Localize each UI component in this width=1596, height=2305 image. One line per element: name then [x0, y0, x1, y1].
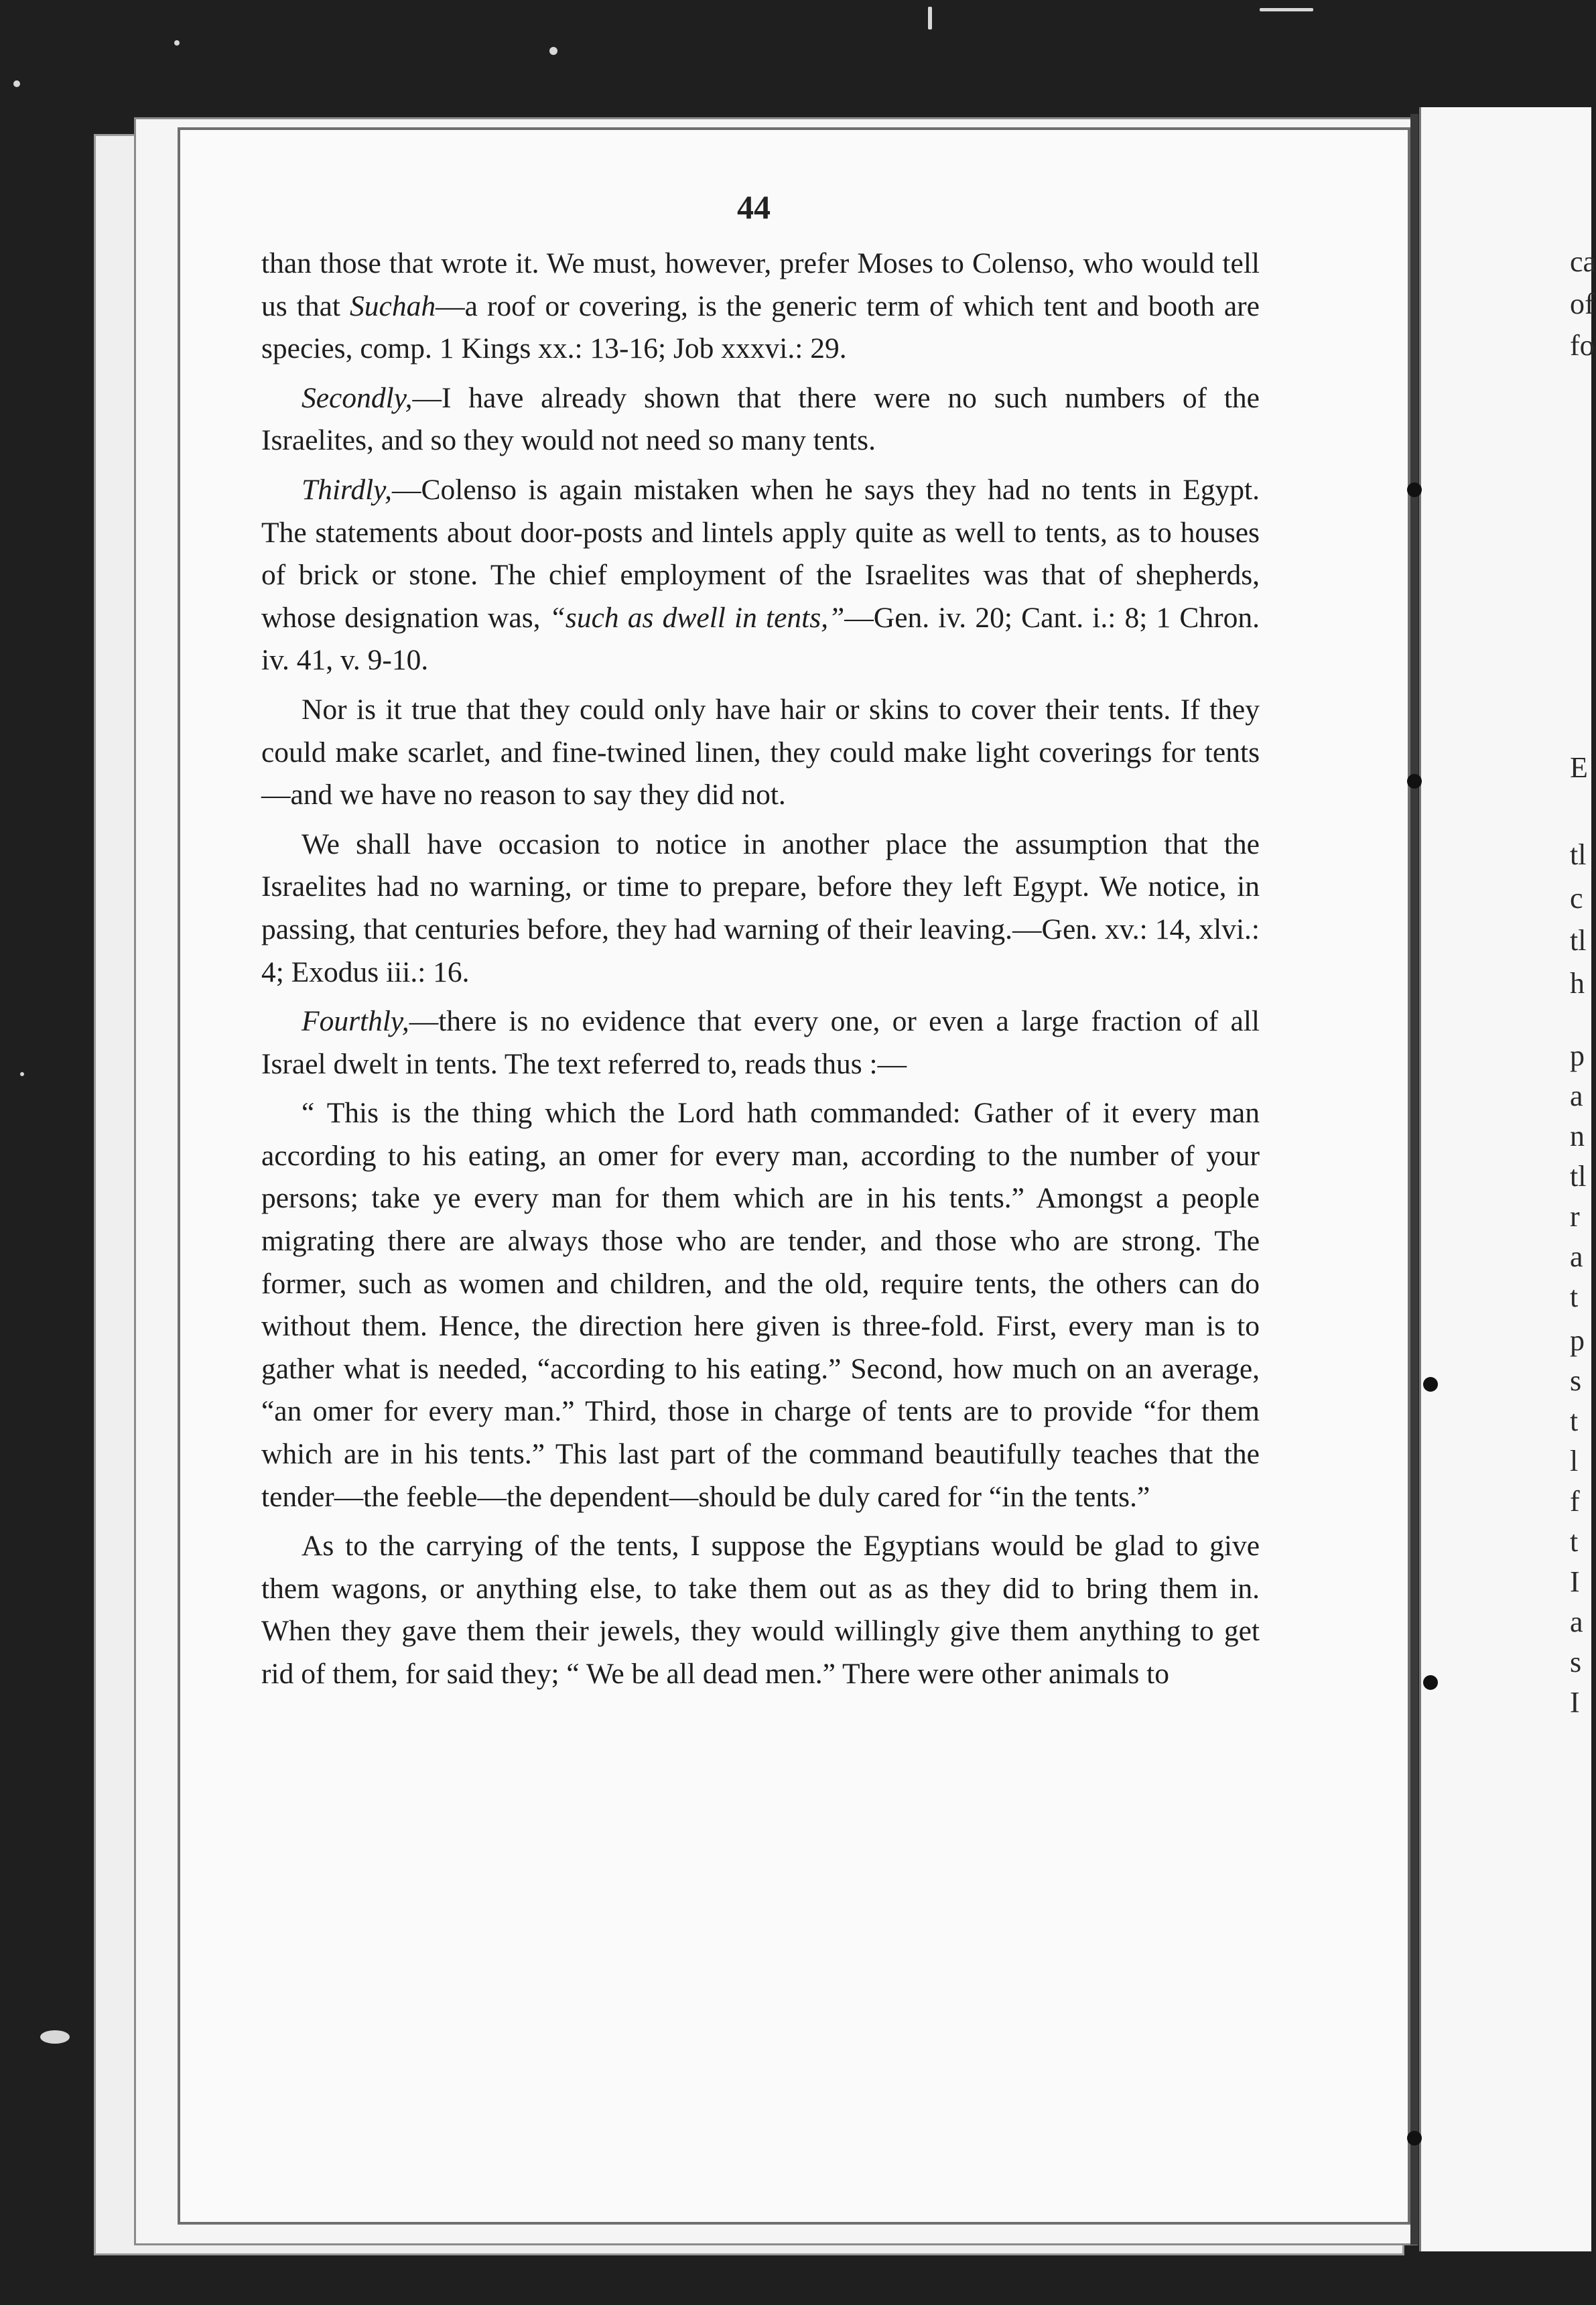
facing-page-fragment: l	[1570, 1445, 1579, 1477]
facing-page-fragment: r	[1570, 1200, 1580, 1233]
paragraph-text: We shall have occasion to notice in another place the assumption that the Israelites had no warning, or time to prepare, before they left Egypt. We notice, in passing, that centuries before, they had warning of their leaving.—Gen. xv.: 14, xlvi.: 4; Exodus iii.: 16.	[261, 828, 1260, 988]
paragraph-text: —Colenso is again mistaken when he says they had no tents in Egypt. The statements about door-posts and lintels apply quite as well to tents, as to houses of brick or stone. The chief employment of the Israelites was that of shepherds, whose designation was,	[261, 473, 1260, 634]
facing-page-fragment: p	[1570, 1039, 1585, 1072]
page-number: 44	[737, 188, 771, 226]
facing-page-fragment: a	[1570, 1240, 1583, 1273]
facing-page-fragment: p	[1570, 1324, 1585, 1357]
facing-page-fragment: c	[1570, 882, 1583, 915]
facing-page-fragment: t	[1570, 1280, 1579, 1313]
facing-page-fragment: fo	[1570, 329, 1595, 362]
paragraph-text: “ This is the thing which the Lord hath commanded: Gather of it every man according to his eating, an omer for every man, according to the number of your persons; take ye every man for them which are in his tents.” Amongst a people migrating there are always those who are tender, and those who are strong. The former, such as women and children, and the old, require tents, the others can do without them. Hence, the direction here given is three-fold. First, every man is to gather what is needed, “according to his eating.” Second, how much on an average, “an omer for every man.” Third, those in charge of tents are to provide “for them which are in his tents.” This last part of the command beautifully teaches that the tender—the feeble—the dependent—should be duly cared for “in the tents.”	[261, 1097, 1260, 1513]
facing-page	[1419, 107, 1596, 2251]
scan-speck	[1260, 8, 1313, 11]
facing-page-fragment: s	[1570, 1364, 1582, 1397]
facing-page-fragment: a	[1570, 1079, 1583, 1112]
paragraph-text: —Gen. iv. 20; Cant. i.: 8; 1 Chron. iv. 41, v. 9-10.	[261, 601, 1260, 677]
binding-stitch	[1407, 2131, 1422, 2146]
paragraph	[261, 689, 1260, 817]
facing-page-fragment: h	[1570, 967, 1585, 1000]
facing-page-fragment: tl	[1570, 838, 1587, 871]
facing-page-fragment: t	[1570, 1525, 1579, 1558]
paragraph	[261, 243, 1260, 371]
binding-stitch	[1407, 774, 1422, 789]
facing-page-fragment: ca	[1570, 245, 1596, 278]
italic-text: Fourthly,	[302, 1005, 409, 1038]
binding-stitch	[1407, 482, 1422, 497]
facing-page-fragment: n	[1570, 1120, 1585, 1152]
paragraph-text: —I have already shown that there were no such numbers of the Israelites, and so they would not need so many tents.	[261, 381, 1260, 457]
facing-page-fragment: tl	[1570, 924, 1587, 957]
paragraph-text: —a roof or covering, is the generic term of which tent and booth are species, comp. 1 Kings xx.: 13-16; Job xxxvi.: 29.	[261, 289, 1260, 365]
paragraph	[261, 1092, 1260, 1518]
paragraph-text: As to the carrying of the tents, I suppose the Egyptians would be glad to give them wagons, or anything else, to take them out as as they did to bring them in. When they gave them their jewels, they would willingly give them anything to get rid of them, for said they; “ We be all dead men.” There were other animals to	[261, 1530, 1260, 1690]
facing-page-fragment: t	[1570, 1404, 1579, 1437]
italic-text: Thirdly,	[302, 473, 392, 506]
italic-text: “such as dwell in tents,”	[549, 601, 845, 634]
binding-stitch	[1423, 1377, 1438, 1392]
paragraph	[261, 1000, 1260, 1085]
scan-speck	[20, 1072, 24, 1076]
scan-speck	[40, 2030, 70, 2044]
paragraph-text: Nor is it true that they could only have hair or skins to cover their tents. If they could make scarlet, and fine-twined linen, they could make light coverings for tents—and we have no reason to say they did not.	[261, 693, 1260, 811]
italic-text: Secondly,	[302, 381, 413, 414]
facing-page-fragment: I	[1570, 1686, 1580, 1719]
facing-page-fragment: a	[1570, 1605, 1583, 1638]
scan-speck	[174, 40, 180, 46]
facing-page-fragment: s	[1570, 1646, 1582, 1678]
italic-text: Suchah	[350, 289, 436, 322]
facing-page-fragment: I	[1570, 1565, 1580, 1598]
paragraph-text: —there is no evidence that every one, or even a large fraction of all Israel dwelt in tents. The text referred to, reads thus :—	[261, 1005, 1260, 1080]
scan-speck	[549, 47, 557, 55]
paragraph	[261, 1525, 1260, 1695]
facing-page-fragment: tl	[1570, 1160, 1587, 1193]
facing-page-fragment: f	[1570, 1485, 1580, 1518]
paragraph	[261, 824, 1260, 994]
facing-page-fragment: E	[1570, 751, 1588, 784]
scan-speck	[13, 80, 20, 87]
paragraph	[261, 377, 1260, 462]
paragraph	[261, 469, 1260, 682]
page-body-text	[261, 243, 1260, 1703]
binding-stitch	[1423, 1675, 1438, 1690]
facing-page-fragment: of	[1570, 287, 1595, 320]
scan-speck	[928, 7, 932, 29]
paragraph-text: than those that wrote it. We must, however, prefer Moses to Colenso, who would tell us that	[261, 247, 1260, 322]
book-spine	[1410, 114, 1418, 2245]
